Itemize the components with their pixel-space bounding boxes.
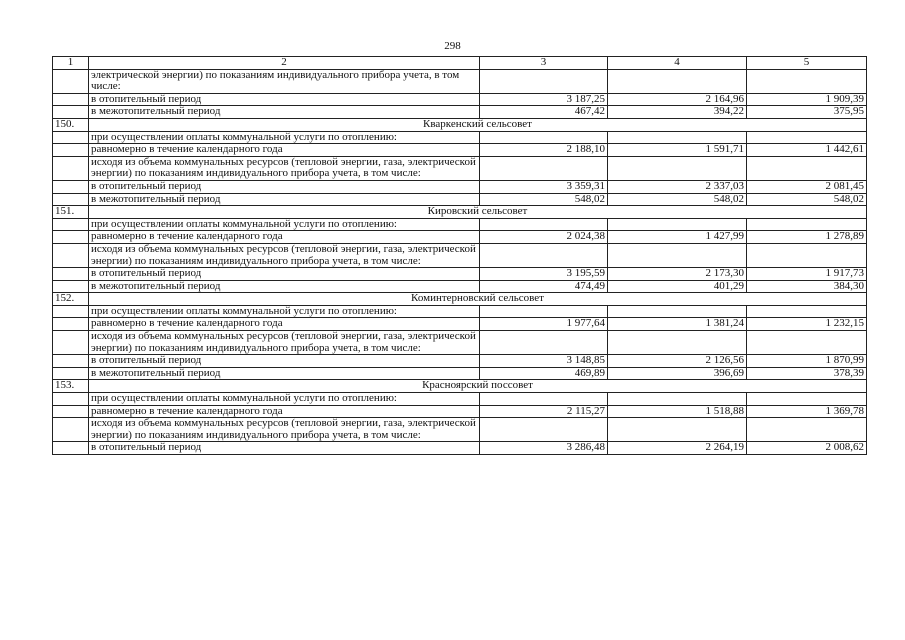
value-col-3-empty: [480, 69, 608, 93]
header-col-2: 2: [89, 57, 480, 70]
value-col-4: 396,69: [608, 367, 747, 380]
value-col-5-empty: [747, 131, 867, 144]
value-col-3: 3 286,48: [480, 442, 608, 455]
row-number-cell: [53, 418, 89, 442]
value-col-4-empty: [608, 218, 747, 231]
value-col-3-empty: [480, 331, 608, 355]
value-col-4: 1 381,24: [608, 318, 747, 331]
table-row: [53, 318, 867, 331]
row-number-cell: [53, 69, 89, 93]
table-row: [53, 367, 867, 380]
row-label: равномерно в течение календарного года: [89, 405, 480, 418]
value-col-3: 3 195,59: [480, 268, 608, 281]
section-number: 150.: [53, 118, 89, 131]
value-col-4: 2 264,19: [608, 442, 747, 455]
value-col-4: 401,29: [608, 280, 747, 293]
row-label: исходя из объема коммунальных ресурсов (тепловой энергии, газа, электрической энергии) по показаниям индивидуального прибора учета, в том числе:: [89, 418, 480, 442]
table-row: [53, 442, 867, 455]
table-row: [53, 355, 867, 368]
section-number: 152.: [53, 293, 89, 306]
row-label: в отопительный период: [89, 93, 480, 106]
row-number-cell: [53, 405, 89, 418]
row-label: исходя из объема коммунальных ресурсов (тепловой энергии, газа, электрической энергии) по показаниям индивидуального прибора учета, в том числе:: [89, 331, 480, 355]
table-row: [53, 405, 867, 418]
value-col-5: 1 870,99: [747, 355, 867, 368]
value-col-5: 375,95: [747, 106, 867, 119]
section-row: [53, 380, 867, 393]
row-label: при осуществлении оплаты коммунальной услуги по отоплению:: [89, 218, 480, 231]
row-number-cell: [53, 156, 89, 180]
row-number-cell: [53, 331, 89, 355]
row-label: при осуществлении оплаты коммунальной услуги по отоплению:: [89, 393, 480, 406]
value-col-4: 1 591,71: [608, 144, 747, 157]
value-col-5-empty: [747, 418, 867, 442]
row-label: в отопительный период: [89, 355, 480, 368]
value-col-3: 467,42: [480, 106, 608, 119]
value-col-3: 2 188,10: [480, 144, 608, 157]
value-col-3: 548,02: [480, 193, 608, 206]
header-col-4: 4: [608, 57, 747, 70]
row-label: исходя из объема коммунальных ресурсов (тепловой энергии, газа, электрической энергии) по показаниям индивидуального прибора учета, в том числе:: [89, 243, 480, 267]
value-col-3: 474,49: [480, 280, 608, 293]
section-title: Красноярский поссовет: [89, 380, 867, 393]
section-row: [53, 206, 867, 219]
value-col-4-empty: [608, 69, 747, 93]
value-col-5: 548,02: [747, 193, 867, 206]
row-number-cell: [53, 180, 89, 193]
value-col-4: 2 164,96: [608, 93, 747, 106]
header-row: [53, 57, 867, 70]
table-row-text: [53, 218, 867, 231]
table-row-text: [53, 331, 867, 355]
row-number-cell: [53, 193, 89, 206]
row-number-cell: [53, 268, 89, 281]
row-label: в межотопительный период: [89, 280, 480, 293]
value-col-4: 394,22: [608, 106, 747, 119]
header-col-5: 5: [747, 57, 867, 70]
row-label: в межотопительный период: [89, 106, 480, 119]
row-number-cell: [53, 393, 89, 406]
row-label: равномерно в течение календарного года: [89, 144, 480, 157]
row-number-cell: [53, 442, 89, 455]
value-col-4-empty: [608, 305, 747, 318]
value-col-3-empty: [480, 243, 608, 267]
row-number-cell: [53, 93, 89, 106]
value-col-4-empty: [608, 393, 747, 406]
value-col-3-empty: [480, 156, 608, 180]
table-body: [53, 57, 867, 455]
value-col-5-empty: [747, 156, 867, 180]
table-row: [53, 193, 867, 206]
value-col-3-empty: [480, 131, 608, 144]
row-number-cell: [53, 305, 89, 318]
value-col-5: 1 909,39: [747, 93, 867, 106]
value-col-3-empty: [480, 218, 608, 231]
row-label: в межотопительный период: [89, 367, 480, 380]
table-row: [53, 268, 867, 281]
value-col-5-empty: [747, 218, 867, 231]
table-row: [53, 106, 867, 119]
row-number-cell: [53, 218, 89, 231]
row-number-cell: [53, 106, 89, 119]
table-row: [53, 280, 867, 293]
row-number-cell: [53, 318, 89, 331]
value-col-3: 469,89: [480, 367, 608, 380]
row-label: в отопительный период: [89, 180, 480, 193]
value-col-4-empty: [608, 131, 747, 144]
row-label: в отопительный период: [89, 268, 480, 281]
table-row: [53, 93, 867, 106]
section-number: 151.: [53, 206, 89, 219]
table-row-text: [53, 69, 867, 93]
value-col-5-empty: [747, 331, 867, 355]
value-col-4: 2 337,03: [608, 180, 747, 193]
header-col-1: 1: [53, 57, 89, 70]
value-col-5: 1 917,73: [747, 268, 867, 281]
value-col-4: 2 126,56: [608, 355, 747, 368]
row-number-cell: [53, 243, 89, 267]
row-label: равномерно в течение календарного года: [89, 318, 480, 331]
row-number-cell: [53, 144, 89, 157]
value-col-4: 2 173,30: [608, 268, 747, 281]
section-row: [53, 118, 867, 131]
value-col-5-empty: [747, 69, 867, 93]
value-col-3: 1 977,64: [480, 318, 608, 331]
section-row: [53, 293, 867, 306]
row-label: при осуществлении оплаты коммунальной услуги по отоплению:: [89, 305, 480, 318]
value-col-4-empty: [608, 331, 747, 355]
value-col-5: 1 278,89: [747, 231, 867, 244]
value-col-3-empty: [480, 305, 608, 318]
table-row: [53, 231, 867, 244]
value-col-5-empty: [747, 393, 867, 406]
value-col-3: 2 115,27: [480, 405, 608, 418]
value-col-4: 1 427,99: [608, 231, 747, 244]
table-row: [53, 180, 867, 193]
value-col-5: 2 008,62: [747, 442, 867, 455]
table-row-text: [53, 156, 867, 180]
section-number: 153.: [53, 380, 89, 393]
value-col-3: 2 024,38: [480, 231, 608, 244]
value-col-4-empty: [608, 418, 747, 442]
section-title: Кировский сельсовет: [89, 206, 867, 219]
value-col-5: 2 081,45: [747, 180, 867, 193]
row-label: в межотопительный период: [89, 193, 480, 206]
value-col-5: 1 369,78: [747, 405, 867, 418]
row-label: при осуществлении оплаты коммунальной услуги по отоплению:: [89, 131, 480, 144]
value-col-3: 3 187,25: [480, 93, 608, 106]
row-number-cell: [53, 131, 89, 144]
value-col-5: 384,30: [747, 280, 867, 293]
table-row: [53, 144, 867, 157]
row-number-cell: [53, 280, 89, 293]
value-col-5-empty: [747, 305, 867, 318]
header-col-3: 3: [480, 57, 608, 70]
value-col-4: 548,02: [608, 193, 747, 206]
table-row-text: [53, 305, 867, 318]
table-row-text: [53, 418, 867, 442]
row-label: исходя из объема коммунальных ресурсов (тепловой энергии, газа, электрической энергии) по показаниям индивидуального прибора учета, в том числе:: [89, 156, 480, 180]
value-col-5: 378,39: [747, 367, 867, 380]
section-title: Коминтерновский сельсовет: [89, 293, 867, 306]
row-label: электрической энергии) по показаниям индивидуального прибора учета, в том числе:: [89, 69, 480, 93]
tariff-table: [52, 56, 867, 455]
value-col-4: 1 518,88: [608, 405, 747, 418]
value-col-4-empty: [608, 156, 747, 180]
value-col-5: 1 232,15: [747, 318, 867, 331]
section-title: Кваркенский сельсовет: [89, 118, 867, 131]
value-col-3-empty: [480, 418, 608, 442]
row-label: в отопительный период: [89, 442, 480, 455]
row-label: равномерно в течение календарного года: [89, 231, 480, 244]
value-col-3: 3 148,85: [480, 355, 608, 368]
table-row-text: [53, 393, 867, 406]
table-row-text: [53, 243, 867, 267]
value-col-4-empty: [608, 243, 747, 267]
value-col-5: 1 442,61: [747, 144, 867, 157]
value-col-3-empty: [480, 393, 608, 406]
row-number-cell: [53, 231, 89, 244]
row-number-cell: [53, 355, 89, 368]
row-number-cell: [53, 367, 89, 380]
page-number: 298: [444, 40, 461, 52]
value-col-5-empty: [747, 243, 867, 267]
table-row-text: [53, 131, 867, 144]
value-col-3: 3 359,31: [480, 180, 608, 193]
